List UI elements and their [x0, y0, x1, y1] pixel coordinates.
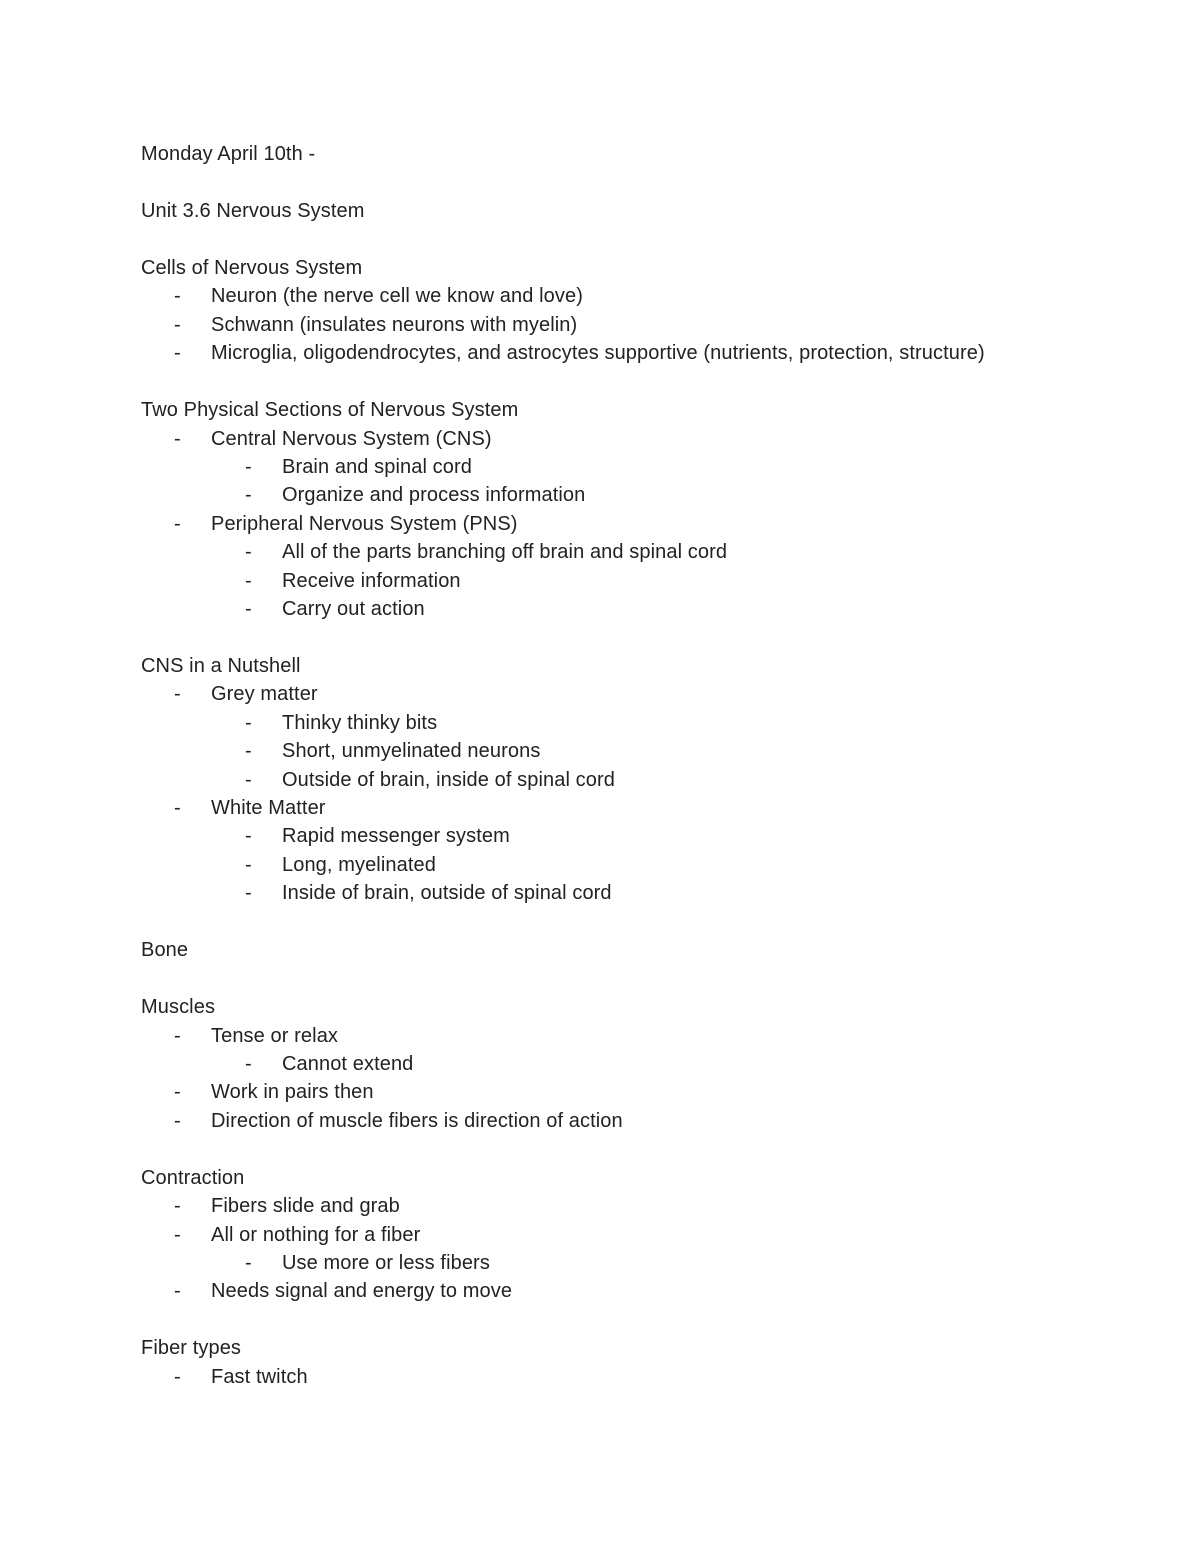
bullet-dash: - — [245, 569, 252, 592]
bullet-dash: - — [174, 512, 181, 535]
bullet-dash: - — [245, 768, 252, 791]
sub-list-item: Receive information — [282, 569, 461, 592]
sub-list-item: Thinky thinky bits — [282, 711, 438, 734]
list-item: Needs signal and energy to move — [211, 1280, 513, 1303]
bullet-dash: - — [174, 1081, 181, 1104]
bullet-dash: - — [245, 541, 252, 564]
sub-list-item: Long, myelinated — [282, 853, 436, 876]
bullet-dash: - — [174, 1223, 181, 1246]
bullet-dash: - — [245, 484, 252, 507]
sub-list-item: Rapid messenger system — [282, 825, 510, 848]
list-item: Grey matter — [211, 683, 318, 706]
sub-list-item: Organize and process information — [282, 484, 586, 507]
section-heading: Muscles — [141, 996, 216, 1019]
list-item: White Matter — [211, 797, 326, 819]
date-line: Monday April 10th - — [141, 143, 316, 165]
bullet-dash: - — [245, 882, 252, 905]
sub-list-item: Use more or less fibers — [282, 1252, 490, 1274]
section-heading: Fiber types — [141, 1337, 242, 1360]
list-item: Fast twitch — [211, 1365, 308, 1388]
bullet-dash: - — [245, 711, 252, 734]
bullet-dash: - — [174, 1280, 181, 1303]
sub-list-item: Short, unmyelinated neurons — [282, 740, 541, 763]
section-heading: Two Physical Sections of Nervous System — [141, 399, 519, 422]
bullet-dash: - — [245, 825, 252, 848]
bullet-dash: - — [245, 853, 252, 876]
bullet-dash: - — [245, 1053, 252, 1075]
section-heading: Cells of Nervous System — [141, 257, 363, 279]
list-item: Direction of muscle fibers is direction of action — [211, 1109, 623, 1132]
sub-list-item: All of the parts branching off brain and spinal cord — [282, 541, 728, 564]
bullet-dash: - — [245, 1252, 252, 1274]
section-heading: Contraction — [141, 1166, 245, 1189]
bullet-dash: - — [174, 1024, 181, 1047]
list-item: Schwann (insulates neurons with myelin) — [211, 313, 578, 336]
bullet-dash: - — [174, 313, 181, 336]
bullet-dash: - — [245, 456, 252, 478]
list-item: All or nothing for a fiber — [211, 1223, 421, 1246]
bullet-dash: - — [174, 683, 181, 706]
list-item: Fibers slide and grab — [211, 1195, 400, 1218]
list-item: Neuron (the nerve cell we know and love) — [211, 285, 583, 308]
bullet-dash: - — [245, 598, 252, 620]
bullet-dash: - — [174, 427, 181, 450]
list-item: Central Nervous System (CNS) — [211, 427, 492, 450]
sub-list-item: Inside of brain, outside of spinal cord — [282, 882, 612, 905]
section-heading: Bone — [141, 939, 189, 962]
bullet-dash: - — [174, 342, 181, 365]
bullet-dash: - — [174, 1365, 181, 1388]
bullet-dash: - — [245, 740, 252, 763]
bullet-dash: - — [174, 1195, 181, 1218]
list-item: Tense or relax — [211, 1024, 339, 1047]
sub-list-item: Cannot extend — [282, 1053, 414, 1075]
list-item: Work in pairs then — [211, 1081, 374, 1104]
list-item: Peripheral Nervous System (PNS) — [211, 512, 518, 535]
unit-title: Unit 3.6 Nervous System — [141, 200, 365, 222]
list-item: Microglia, oligodendrocytes, and astrocytes supportive (nutrients, protection, structure) — [211, 342, 985, 365]
bullet-dash: - — [174, 285, 181, 308]
section-heading: CNS in a Nutshell — [141, 655, 301, 677]
sub-list-item: Carry out action — [282, 598, 425, 620]
bullet-dash: - — [174, 1109, 181, 1132]
sub-list-item: Outside of brain, inside of spinal cord — [282, 768, 615, 791]
sub-list-item: Brain and spinal cord — [282, 456, 472, 478]
bullet-dash: - — [174, 797, 181, 819]
